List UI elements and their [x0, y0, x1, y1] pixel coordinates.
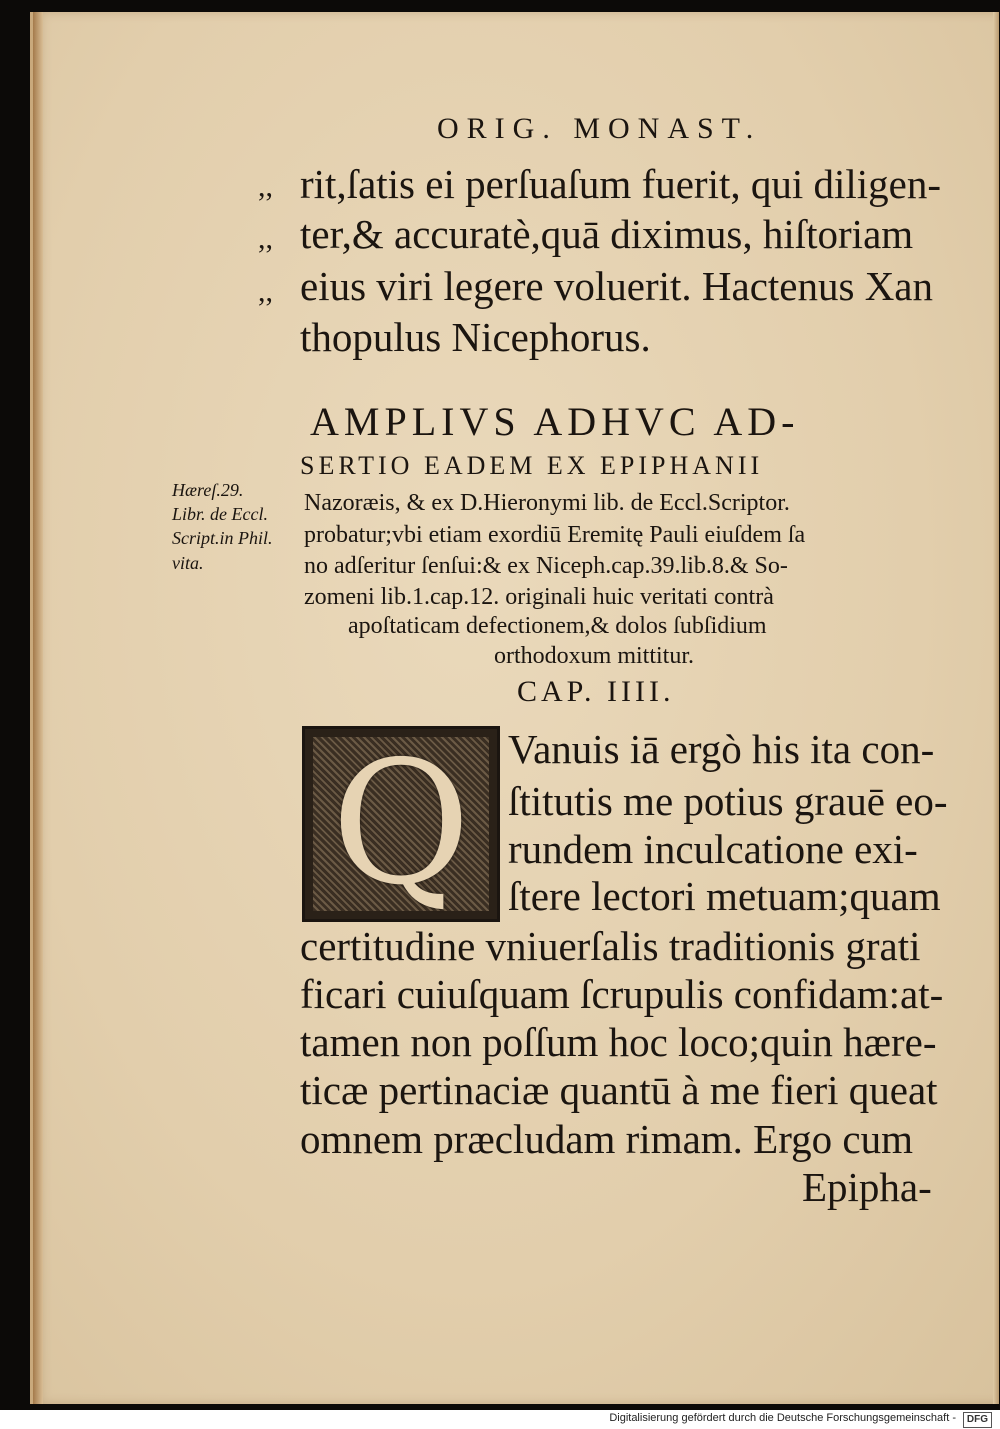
chapter-title: CAP. IIII. — [517, 675, 675, 708]
subheading-line: probatur;vbi etiam exordiū Eremitę Pauli eiuſdem ſa — [304, 522, 806, 548]
text-line: Vanuis iā ergò his ita con- — [508, 726, 935, 772]
page-edge — [993, 12, 999, 1404]
subheading-line: zomeni lib.1.cap.12. originali huic veritati contrà — [304, 584, 774, 610]
subheading-line: orthodoxum mittitur. — [494, 643, 695, 669]
running-head: ORIG. MONAST. — [437, 112, 762, 145]
subheading-line: no adſeritur ſenſui:& ex Niceph.cap.39.lib.8.& So- — [304, 553, 788, 579]
subheading-line: apoſtaticam defectionem,& dolos ſubſidium — [348, 613, 767, 639]
quote-mark: ,, — [258, 222, 273, 255]
text-line: omnem præcludam rimam. Ergo cum — [300, 1116, 913, 1162]
text-line: rit,ſatis ei perſuaſum fuerit, qui diligen- — [300, 161, 942, 207]
quote-mark: ,, — [258, 275, 273, 308]
margin-note: vita. — [172, 553, 204, 573]
text-line: ficari cuiuſquam ſcrupulis confidam:at- — [300, 971, 944, 1017]
text-line: tamen non poſſum hoc loco;quin hære- — [300, 1019, 937, 1065]
text-line: certitudine vniuerſalis traditionis grati — [300, 923, 921, 969]
section-heading-line2: SERTIO EADEM EX EPIPHANII — [300, 451, 764, 480]
footer-credit: Digitalisierung gefördert durch die Deutsche Forschungsgemeinschaft - — [609, 1412, 956, 1424]
quote-mark: ,, — [258, 170, 273, 203]
text-line: ſtitutis me potius grauē eo- — [508, 778, 948, 824]
text-line: eius viri legere voluerit. Hactenus Xan — [300, 263, 933, 309]
text-line: ter,& accuratè,quā diximus, hiſtoriam — [300, 211, 914, 257]
text-line: rundem inculcatione exi- — [508, 826, 918, 872]
margin-note: Script.in Phil. — [172, 528, 273, 548]
page-spine — [33, 12, 43, 1404]
text-line: ticæ pertinaciæ quantū à me fieri queat — [300, 1067, 938, 1113]
decorated-initial — [302, 726, 500, 922]
subheading-line: Nazoræis, & ex D.Hieronymi lib. de Eccl.Scriptor. — [304, 490, 790, 516]
dfg-logo-icon: DFG — [963, 1412, 992, 1428]
text-line: ſtere lectori metuam;quam — [508, 873, 941, 919]
margin-note: Libr. de Eccl. — [172, 504, 268, 524]
catchword: Epipha- — [802, 1164, 932, 1210]
margin-note: Hæreſ.29. — [172, 480, 244, 500]
section-heading: AMPLIVS ADHVC AD- — [310, 399, 800, 444]
text-line: thopulus Nicephorus. — [300, 314, 651, 360]
initial-letter: Q — [331, 725, 471, 923]
